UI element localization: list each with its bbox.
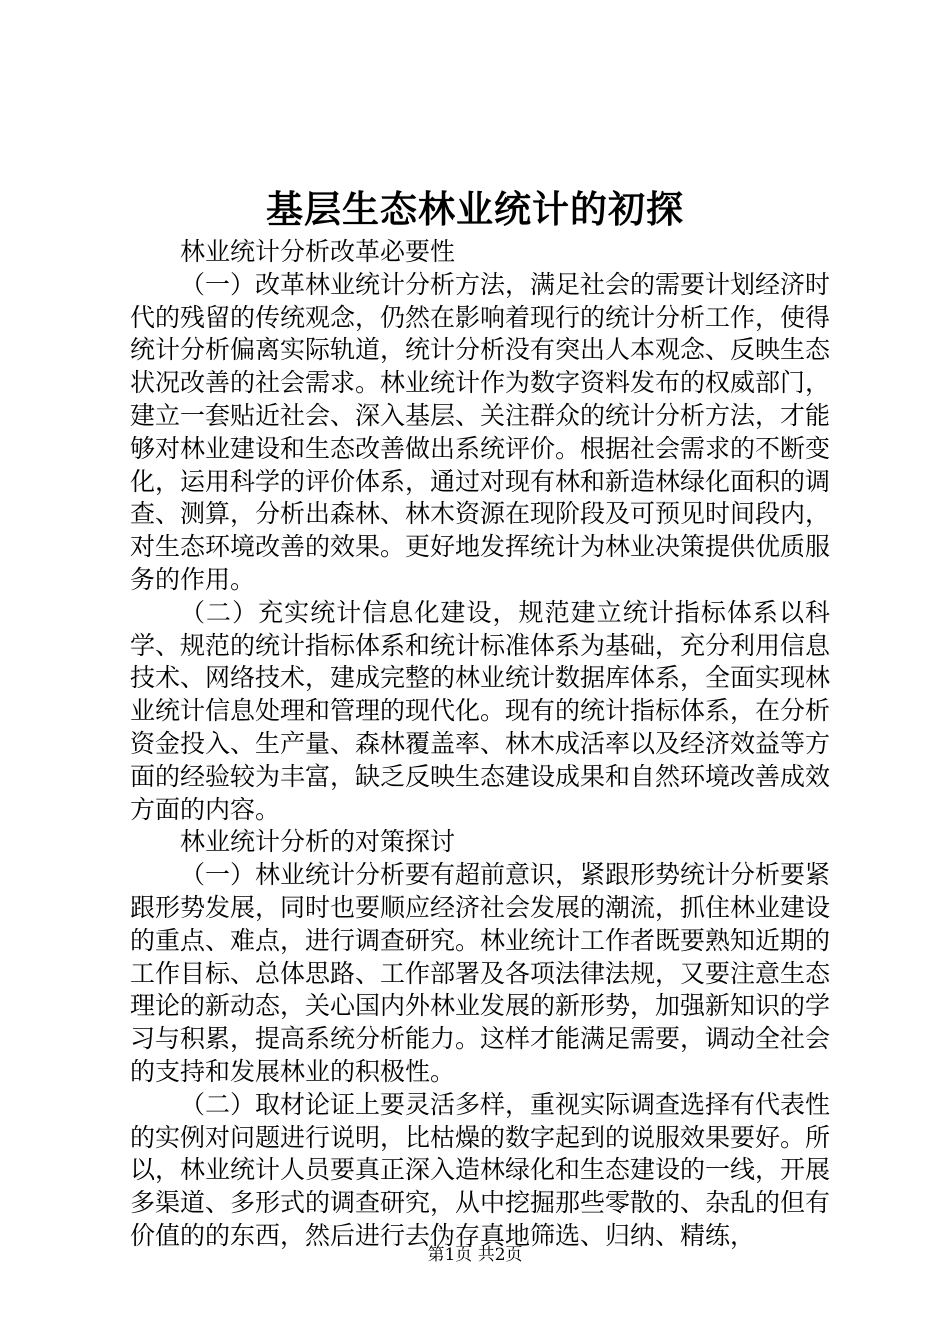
paragraph: （一）林业统计分析要有超前意识，紧跟形势统计分析要紧跟形势发展，同时也要顺应经济社会发展的潮流，抓住林业建设的重点、难点，进行调查研究。林业统计工作者既要熟知近期的工作目标、总体思路、工作部署及各项法律法规，又要注意生态理论的新动态，关心国内外林业发展的新形势，加强新知识的学习与积累，提高系统分析能力。这样才能满足需要，调动全社会的支持和发展林业的积极性。	[130, 860, 831, 1086]
paragraph: （一）改革林业统计分析方法，满足社会的需要计划经济时代的残留的传统观念，仍然在影响着现行的统计分析工作，使得统计分析偏离实际轨道，统计分析没有突出人本观念、反映生态状况改善的社会需求。林业统计作为数字资料发布的权威部门，建立一套贴近社会、深入基层、关注群众的统计分析方法，才能够对林业建设和生态改善做出系统评价。根据社会需求的不断变化，运用科学的评价体系，通过对现有林和新造林绿化面积的调查、测算，分析出森林、林木资源在现阶段及可预见时间段内，对生态环境改善的效果。更好地发挥统计为林业决策提供优质服务的作用。	[130, 269, 831, 594]
section-heading: 林业统计分析的对策探讨	[180, 827, 456, 857]
document-body	[130, 236, 830, 1253]
paragraph: （二）充实统计信息化建设，规范建立统计指标体系以科学、规范的统计指标体系和统计标准体系为基础，充分利用信息技术、网络技术，建成完整的林业统计数据库体系，全面实现林业统计信息处理和管理的现代化。现有的统计指标体系，在分析资金投入、生产量、森林覆盖率、林木成活率以及经济效益等方面的经验较为丰富，缺乏反映生态建设成果和自然环境改善成效方面的内容。	[130, 597, 831, 824]
section-heading: 林业统计分析改革必要性	[180, 237, 456, 266]
document-title: 基层生态林业统计的初探	[266, 187, 684, 231]
page-footer: 第1页 共2页	[427, 1245, 523, 1265]
paragraph: （二）取材论证上要灵活多样，重视实际调查选择有代表性的实例对问题进行说明，比枯燥的数字起到的说服效果要好。所以，林业统计人员要真正深入造林绿化和生态建设的一线，开展多渠道、多形式的调查研究，从中挖掘那些零散的、杂乱的但有价值的的东西，然后进行去伪存真地筛选、归纳、精练，	[130, 1089, 831, 1250]
